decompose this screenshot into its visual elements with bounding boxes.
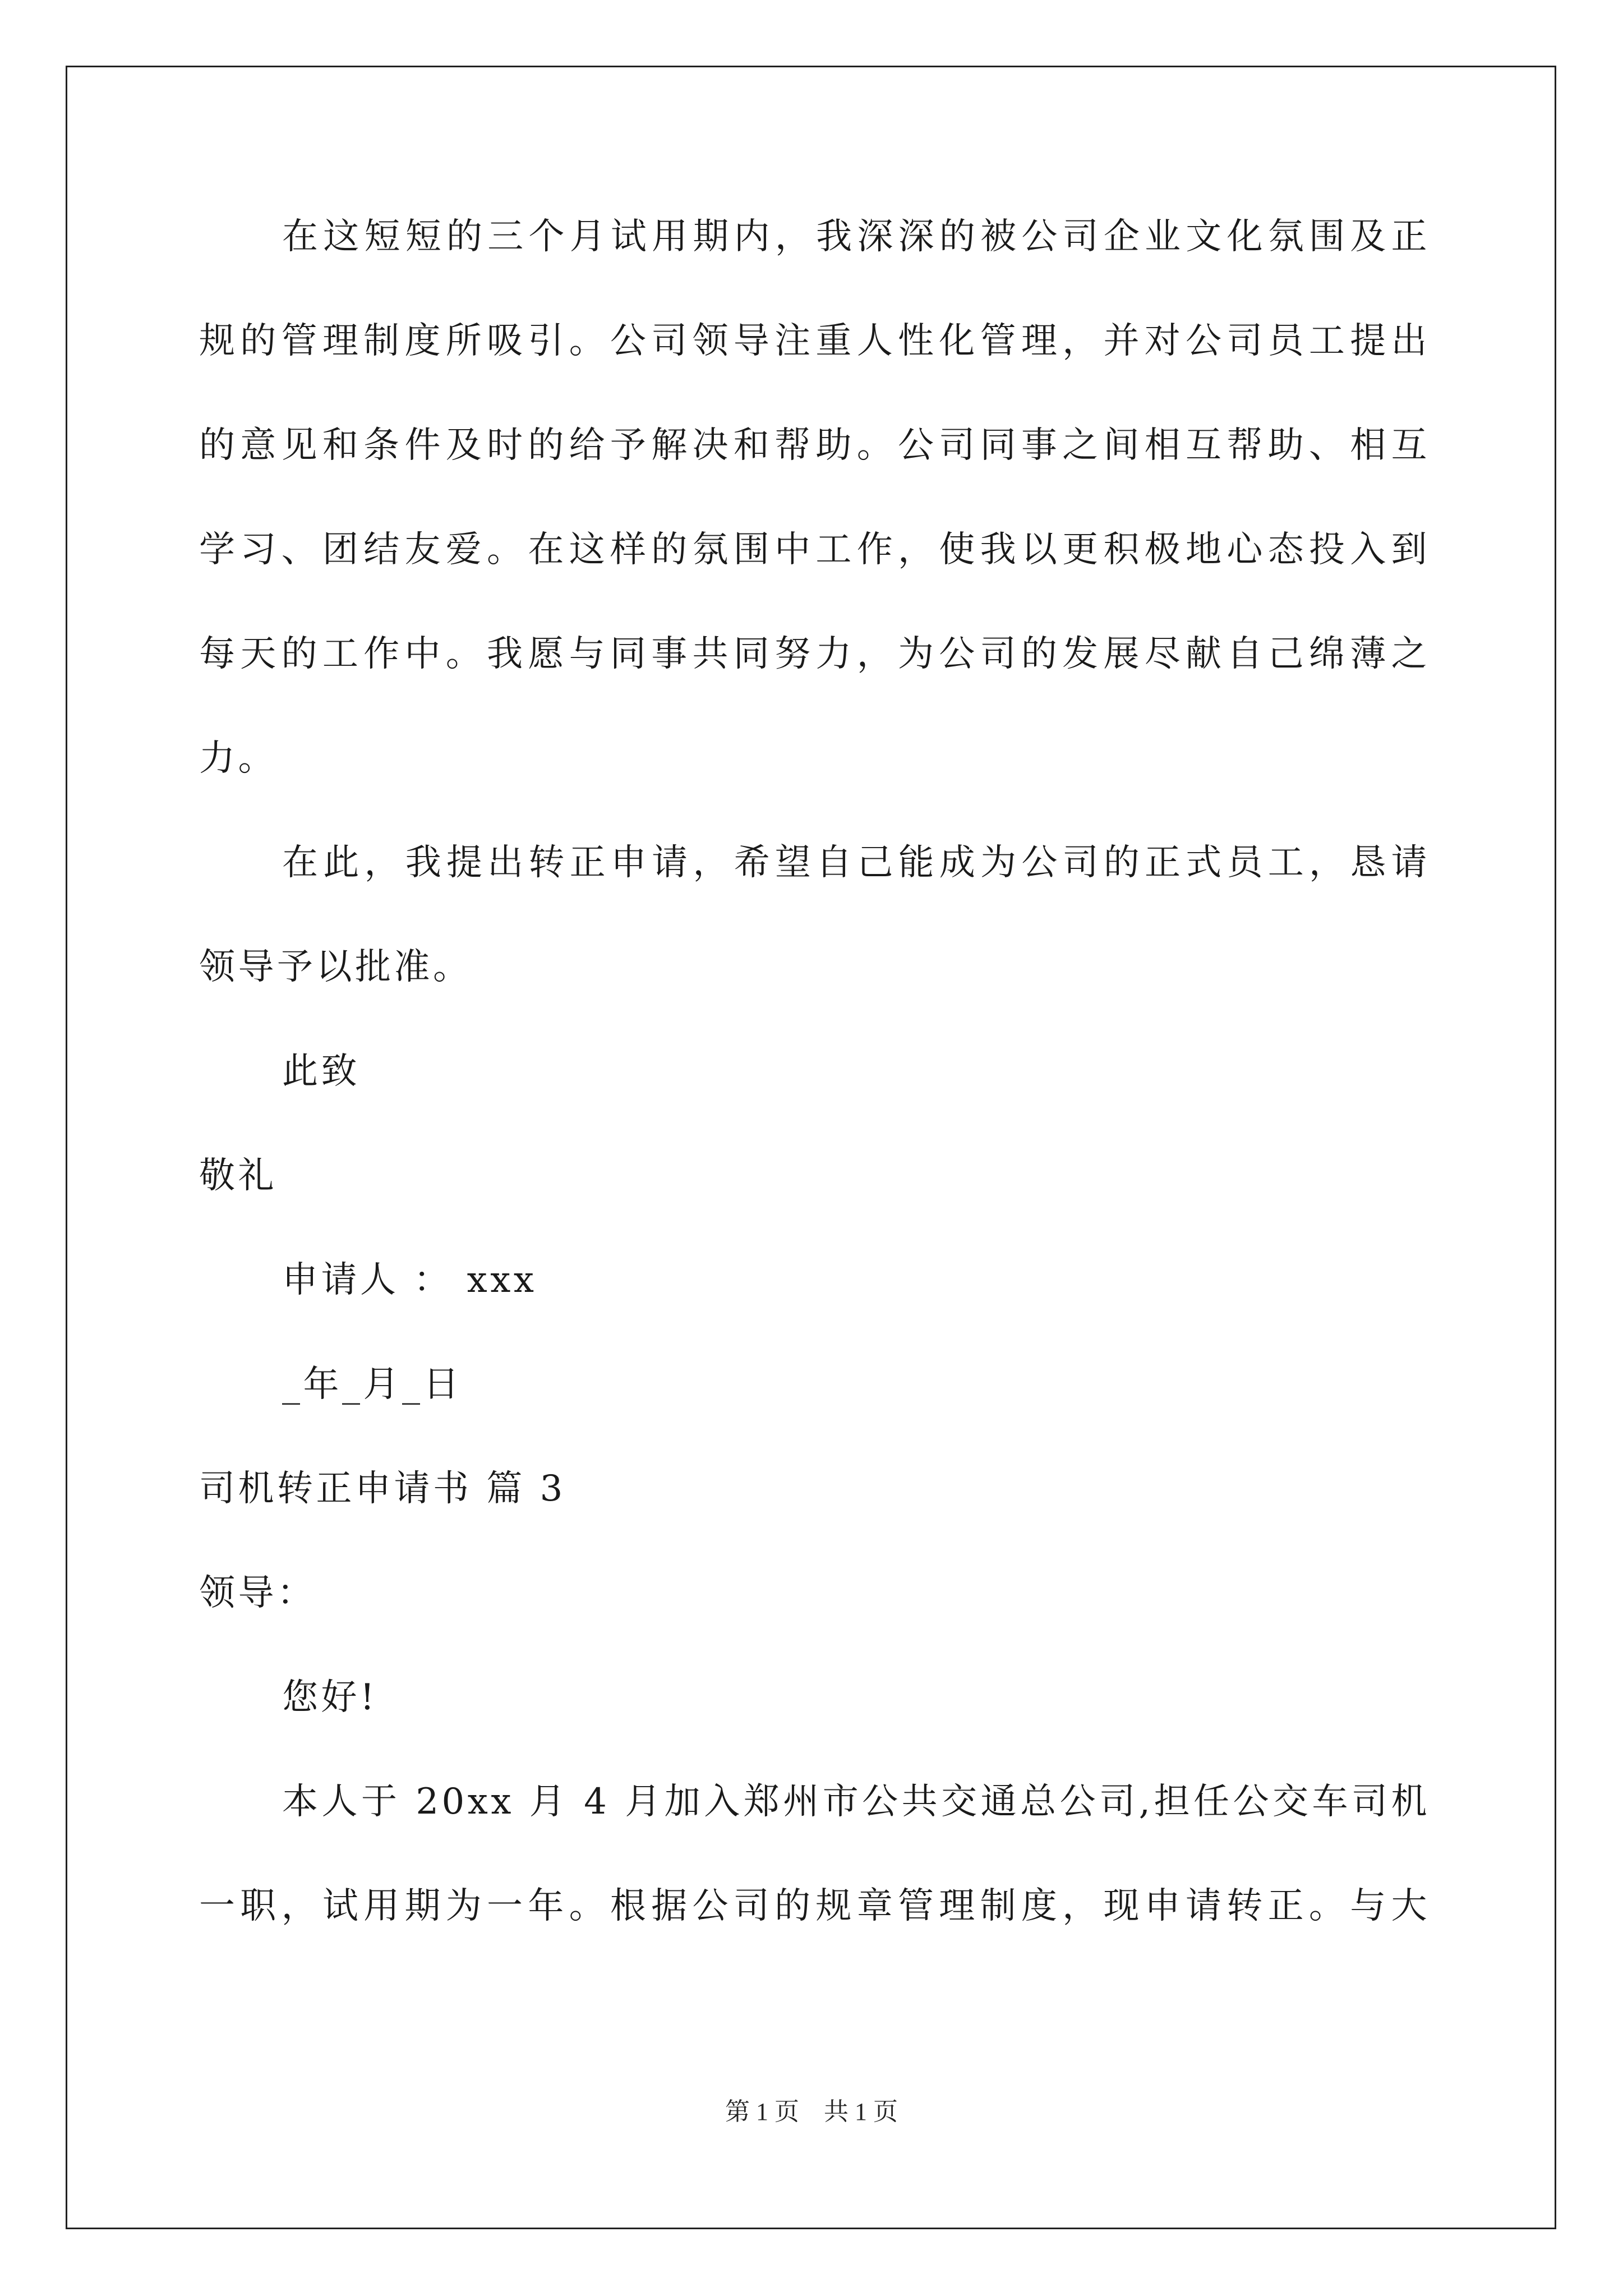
paragraph-line: 一职，试用期为一年。根据公司的规章管理制度，现申请转正。与大 (199, 1885, 1430, 1927)
regards: 敬礼 (199, 1155, 277, 1197)
recipient: 领导： (199, 1572, 316, 1614)
greeting: 您好! (282, 1677, 378, 1718)
applicant-signature: 申请人 ： xxx (282, 1259, 537, 1301)
paragraph-line: 学习、团结友爱。在这样的氛围中工作，使我以更积极地心态投入到 (199, 529, 1430, 570)
page-number-footer: 第 1 页 共 1 页 (725, 2098, 898, 2125)
paragraph-line: 在这短短的三个月试用期内，我深深的被公司企业文化氛围及正 (282, 216, 1430, 257)
paragraph-line: 力。 (199, 738, 277, 779)
paragraph-line: 领导予以批准。 (199, 946, 472, 988)
paragraph-line: 在此，我提出转正申请，希望自己能成为公司的正式员工，恳请 (282, 842, 1430, 884)
section-title: 司机转正申请书 篇 3 (199, 1468, 566, 1510)
document-body (199, 216, 1430, 1993)
date-line: _年_月_日 (282, 1364, 462, 1405)
paragraph-line: 规的管理制度所吸引。公司领导注重人性化管理，并对公司员工提出 (199, 320, 1430, 362)
paragraph-line: 本人于 20xx 月 4 月加入郑州市公共交通总公司,担任公交车司机 (282, 1781, 1430, 1823)
paragraph-line: 的意见和条件及时的给予解决和帮助。公司同事之间相互帮助、相互 (199, 425, 1430, 466)
paragraph-line: 每天的工作中。我愿与同事共同努力，为公司的发展尽献自己绵薄之 (199, 633, 1430, 675)
salutation: 此致 (282, 1051, 360, 1092)
